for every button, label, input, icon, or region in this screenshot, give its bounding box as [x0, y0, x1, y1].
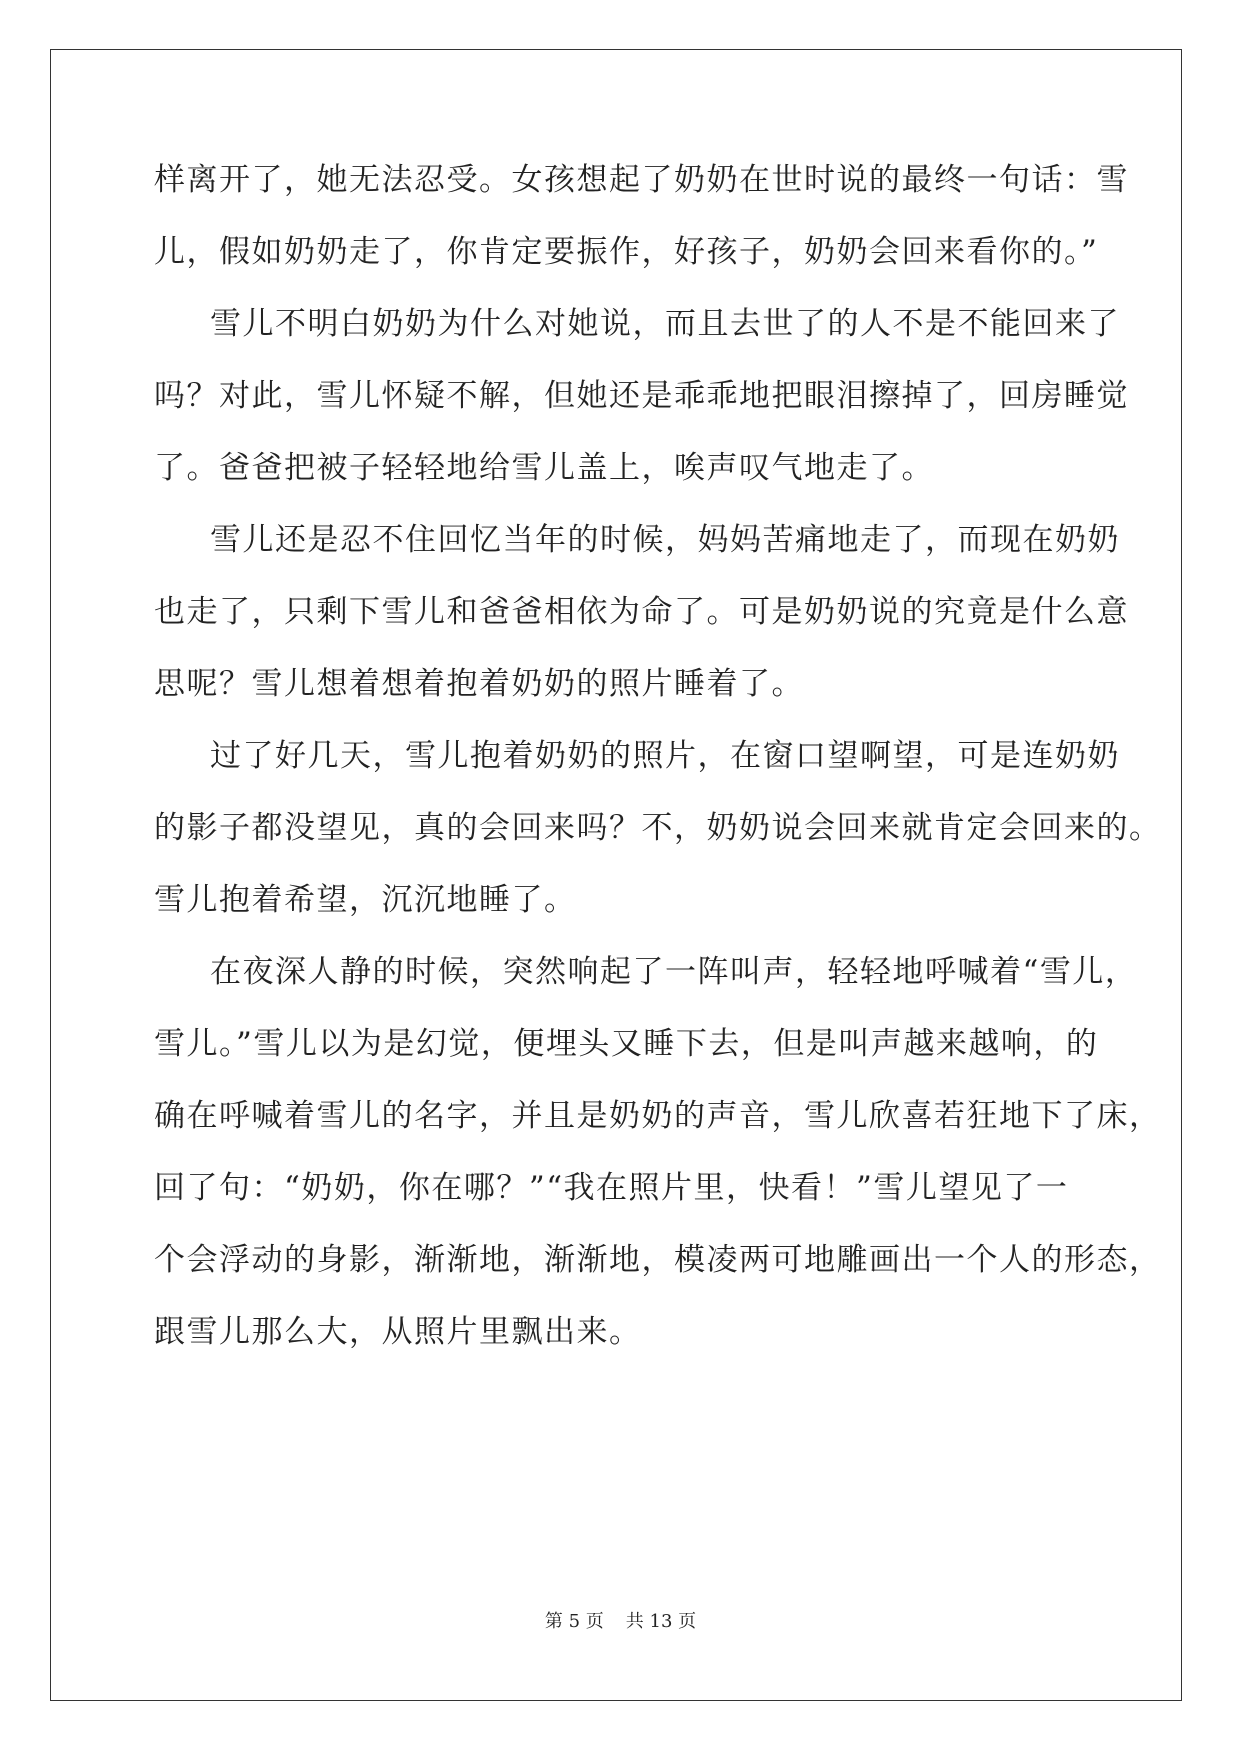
text-line: 思呢？雪儿想着想着抱着奶奶的照片睡着了。	[154, 666, 804, 702]
paragraph-first-line: 雪儿不明白奶奶为什么对她说，而且去世了的人不是不能回来了	[210, 306, 1120, 342]
text-line: 的影子都没望见，真的会回来吗？不，奶奶说会回来就肯定会回来的。	[154, 810, 1162, 846]
paragraph-first-line: 在夜深人静的时候，突然响起了一阵叫声，轻轻地呼喊着“雪儿，	[210, 954, 1138, 990]
page-total: 共 13 页	[625, 1611, 697, 1632]
text-line: 跟雪儿那么大，从照片里飘出来。	[154, 1314, 642, 1350]
page-footer	[0, 1610, 1241, 1634]
page-border	[50, 49, 1182, 1701]
text-line: 儿，假如奶奶走了，你肯定要振作，好孩子，奶奶会回来看你的。”	[154, 234, 1099, 270]
text-line: 雪儿抱着希望，沉沉地睡了。	[154, 882, 577, 918]
text-line: 雪儿。”雪儿以为是幻觉，便埋头又睡下去，但是叫声越来越响，的	[154, 1026, 1099, 1062]
text-line: 也走了，只剩下雪儿和爸爸相依为命了。可是奶奶说的究竟是什么意	[154, 594, 1129, 630]
page-number: 第 5 页	[544, 1611, 604, 1632]
text-line: 吗？对此，雪儿怀疑不解，但她还是乖乖地把眼泪擦掉了，回房睡觉	[154, 378, 1129, 414]
text-line: 个会浮动的身影，渐渐地，渐渐地，模凌两可地雕画出一个人的形态，	[154, 1242, 1162, 1278]
text-line: 样离开了，她无法忍受。女孩想起了奶奶在世时说的最终一句话：雪	[154, 162, 1129, 198]
paragraph-first-line: 过了好几天，雪儿抱着奶奶的照片，在窗口望啊望，可是连奶奶	[210, 738, 1120, 774]
text-line: 确在呼喊着雪儿的名字，并且是奶奶的声音，雪儿欣喜若狂地下了床，	[154, 1098, 1162, 1134]
text-line: 了。爸爸把被子轻轻地给雪儿盖上，唉声叹气地走了。	[154, 450, 934, 486]
paragraph-first-line: 雪儿还是忍不住回忆当年的时候，妈妈苦痛地走了，而现在奶奶	[210, 522, 1120, 558]
text-line: 回了句：“奶奶，你在哪？”“我在照片里，快看！”雪儿望见了一	[154, 1170, 1069, 1206]
